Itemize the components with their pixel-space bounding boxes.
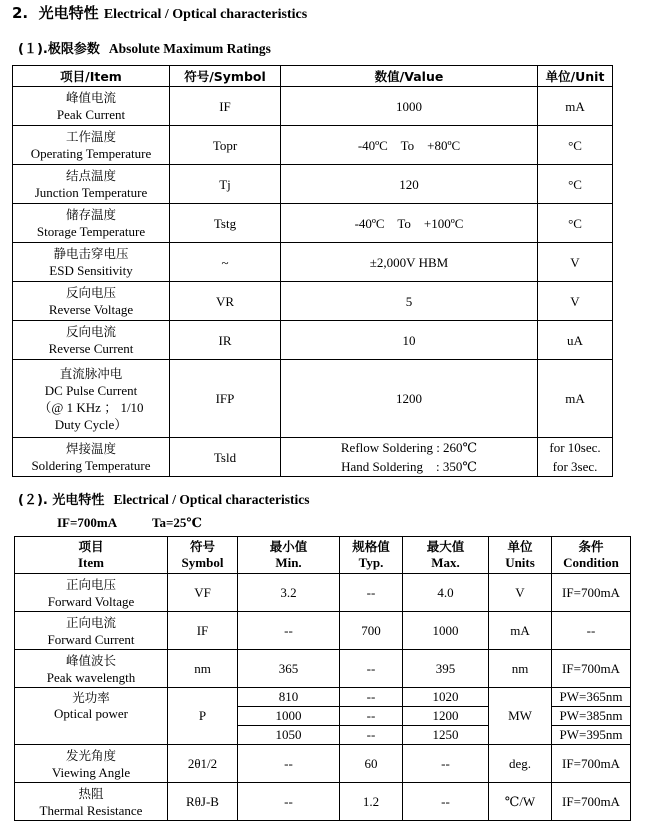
item-zh: 工作温度 bbox=[65, 129, 116, 144]
symbol-cell: Tj bbox=[170, 165, 281, 204]
header-en: Min. bbox=[275, 555, 302, 570]
item-zh: 正向电流 bbox=[65, 614, 116, 630]
header-zh: 最大值 bbox=[426, 539, 465, 554]
header-item bbox=[15, 537, 168, 574]
min-cell: -- bbox=[238, 612, 340, 650]
header-en: Item bbox=[78, 555, 104, 570]
condition-cell: IF=700mA bbox=[552, 745, 631, 783]
item-zh: 热阻 bbox=[78, 785, 104, 801]
item-cell bbox=[13, 87, 170, 126]
item-en: Peak wavelength bbox=[46, 669, 136, 685]
header-symbol: 符号/Symbol bbox=[170, 66, 281, 87]
header-zh: 条件 bbox=[578, 539, 604, 554]
typ-cell: -- bbox=[340, 688, 403, 707]
symbol-cell: ~ bbox=[170, 243, 281, 282]
unit-cell: nm bbox=[489, 650, 552, 688]
max-cell: 1020 bbox=[403, 688, 489, 707]
unit-cell: deg. bbox=[489, 745, 552, 783]
item-cell bbox=[15, 612, 168, 650]
table-row bbox=[15, 612, 631, 650]
item-en: Storage Temperature bbox=[36, 224, 146, 239]
item-zh: 正向电压 bbox=[65, 576, 116, 592]
item-cell bbox=[13, 282, 170, 321]
typ-cell: 700 bbox=[340, 612, 403, 650]
max-cell: 1000 bbox=[403, 612, 489, 650]
unit-cell: °C bbox=[538, 126, 613, 165]
min-cell: -- bbox=[238, 783, 340, 821]
hand-soldering: Hand Soldering : 350℃ bbox=[341, 459, 477, 474]
unit-cell: V bbox=[538, 282, 613, 321]
unit-cell: V bbox=[538, 243, 613, 282]
value-cell: 10 bbox=[281, 321, 538, 360]
header-unit: 单位/Unit bbox=[538, 66, 613, 87]
condition-cell: PW=395nm bbox=[552, 726, 631, 745]
symbol-cell: 2θ1/2 bbox=[168, 745, 238, 783]
header-item: 项目/Item bbox=[13, 66, 170, 87]
test-condition-current: IF=700mA bbox=[57, 515, 118, 530]
unit-cell: MW bbox=[489, 688, 552, 745]
item-cell bbox=[15, 745, 168, 783]
table-row bbox=[13, 87, 613, 126]
symbol-cell: nm bbox=[168, 650, 238, 688]
abs-heading-number: (１). bbox=[18, 42, 48, 57]
symbol-cell: Topr bbox=[170, 126, 281, 165]
symbol-cell: Tstg bbox=[170, 204, 281, 243]
value-cell: -40ºC To +100ºC bbox=[281, 204, 538, 243]
item-zh: 反向电压 bbox=[65, 285, 116, 300]
header-zh: 最小值 bbox=[269, 539, 308, 554]
typ-cell: -- bbox=[340, 650, 403, 688]
max-cell: 4.0 bbox=[403, 574, 489, 612]
table-row bbox=[13, 165, 613, 204]
unit-cell: °C bbox=[538, 165, 613, 204]
item-cell bbox=[15, 650, 168, 688]
table-row bbox=[13, 321, 613, 360]
item-en-note: Duty Cycle） bbox=[54, 416, 128, 432]
item-en: Peak Current bbox=[56, 107, 126, 122]
header-en: Symbol bbox=[181, 555, 224, 570]
optical-heading bbox=[18, 489, 310, 508]
item-en: DC Pulse Current bbox=[44, 382, 138, 398]
typ-cell: 60 bbox=[340, 745, 403, 783]
hand-duration: for 3sec. bbox=[552, 459, 598, 474]
section-number: 2. bbox=[12, 4, 29, 22]
header-en: Condition bbox=[563, 555, 619, 570]
typ-cell: 1.2 bbox=[340, 783, 403, 821]
max-cell: -- bbox=[403, 783, 489, 821]
header-min bbox=[238, 537, 340, 574]
optical-heading-en: Electrical / Optical characteristics bbox=[113, 492, 310, 507]
header-symbol bbox=[168, 537, 238, 574]
reflow-duration: for 10sec. bbox=[549, 440, 601, 455]
header-en: Max. bbox=[431, 555, 460, 570]
item-en: Reverse Current bbox=[48, 341, 134, 356]
max-cell: -- bbox=[403, 745, 489, 783]
symbol-cell: Tsld bbox=[170, 438, 281, 477]
min-cell: 365 bbox=[238, 650, 340, 688]
item-zh: 静电击穿电压 bbox=[53, 246, 129, 261]
header-units bbox=[489, 537, 552, 574]
item-en: Junction Temperature bbox=[34, 185, 148, 200]
table-row bbox=[13, 438, 613, 477]
header-value: 数值/Value bbox=[281, 66, 538, 87]
condition-cell: -- bbox=[552, 612, 631, 650]
max-cell: 1250 bbox=[403, 726, 489, 745]
item-en: Viewing Angle bbox=[51, 764, 131, 780]
item-en: ESD Sensitivity bbox=[49, 263, 133, 278]
value-cell bbox=[281, 438, 538, 477]
item-en: Optical power bbox=[53, 706, 128, 721]
table-row bbox=[13, 360, 613, 438]
symbol-cell: IF bbox=[168, 612, 238, 650]
item-cell bbox=[13, 204, 170, 243]
symbol-cell: VF bbox=[168, 574, 238, 612]
min-cell: -- bbox=[238, 745, 340, 783]
item-cell bbox=[15, 783, 168, 821]
section-title-zh: 光电特性 bbox=[38, 4, 99, 22]
item-cell bbox=[15, 574, 168, 612]
item-zh: 光功率 bbox=[72, 690, 110, 705]
optical-heading-zh: 光电特性 bbox=[52, 493, 105, 508]
condition-cell: IF=700mA bbox=[552, 574, 631, 612]
section-heading bbox=[12, 2, 307, 23]
header-zh: 符号 bbox=[189, 539, 215, 554]
symbol-cell: IFP bbox=[170, 360, 281, 438]
abs-heading-en: Absolute Maximum Ratings bbox=[108, 41, 271, 56]
value-cell: -40ºC To +80ºC bbox=[281, 126, 538, 165]
min-cell: 810 bbox=[238, 688, 340, 707]
item-en: Thermal Resistance bbox=[39, 802, 143, 818]
condition-cell: IF=700mA bbox=[552, 650, 631, 688]
item-en: Reverse Voltage bbox=[48, 302, 134, 317]
item-zh: 结点温度 bbox=[65, 168, 116, 183]
header-condition bbox=[552, 537, 631, 574]
value-cell: 5 bbox=[281, 282, 538, 321]
abs-heading-zh: 极限参数 bbox=[47, 42, 100, 57]
abs-max-heading bbox=[18, 38, 271, 57]
header-en: Typ. bbox=[358, 555, 384, 570]
table-header-row bbox=[15, 537, 631, 574]
typ-cell: -- bbox=[340, 726, 403, 745]
condition-cell: IF=700mA bbox=[552, 783, 631, 821]
unit-cell bbox=[538, 438, 613, 477]
item-en: Forward Voltage bbox=[47, 593, 135, 609]
item-cell bbox=[13, 126, 170, 165]
item-en: Soldering Temperature bbox=[31, 458, 151, 473]
section-title-en: Electrical / Optical characteristics bbox=[103, 7, 308, 22]
value-cell: 1200 bbox=[281, 360, 538, 438]
unit-cell: mA bbox=[538, 87, 613, 126]
header-en: Units bbox=[505, 555, 535, 570]
symbol-cell: IF bbox=[170, 87, 281, 126]
value-cell: 1000 bbox=[281, 87, 538, 126]
item-zh: 反向电流 bbox=[65, 324, 116, 339]
condition-cell: PW=365nm bbox=[552, 688, 631, 707]
table-row bbox=[15, 783, 631, 821]
max-cell: 1200 bbox=[403, 707, 489, 726]
header-max bbox=[403, 537, 489, 574]
item-cell bbox=[13, 360, 170, 438]
header-zh: 单位 bbox=[507, 539, 533, 554]
max-cell: 395 bbox=[403, 650, 489, 688]
typ-cell: -- bbox=[340, 574, 403, 612]
symbol-cell: VR bbox=[170, 282, 281, 321]
item-cell bbox=[13, 165, 170, 204]
item-zh: 焊接温度 bbox=[65, 441, 116, 456]
table-row bbox=[15, 650, 631, 688]
item-cell bbox=[15, 688, 168, 745]
min-cell: 1050 bbox=[238, 726, 340, 745]
typ-cell: -- bbox=[340, 707, 403, 726]
reflow-soldering: Reflow Soldering : 260℃ bbox=[340, 440, 478, 455]
item-zh: 直流脉冲电 bbox=[59, 365, 123, 381]
optical-heading-number: (２). bbox=[18, 493, 48, 508]
item-en: Forward Current bbox=[47, 631, 135, 647]
min-cell: 1000 bbox=[238, 707, 340, 726]
abs-max-table bbox=[12, 65, 613, 477]
table-row bbox=[15, 688, 631, 707]
header-zh: 规格值 bbox=[352, 539, 390, 554]
item-en-note: （@ 1 KHz ； 1/10 bbox=[38, 399, 144, 415]
item-cell bbox=[13, 438, 170, 477]
item-zh: 峰值波长 bbox=[65, 652, 116, 668]
value-cell: ±2,000V HBM bbox=[281, 243, 538, 282]
unit-cell: mA bbox=[538, 360, 613, 438]
header-typ bbox=[340, 537, 403, 574]
table-row bbox=[13, 204, 613, 243]
symbol-cell: IR bbox=[170, 321, 281, 360]
unit-cell: °C bbox=[538, 204, 613, 243]
item-zh: 发光角度 bbox=[65, 747, 116, 763]
header-zh: 项目 bbox=[78, 539, 104, 554]
table-row bbox=[13, 243, 613, 282]
item-en: Operating Temperature bbox=[30, 146, 152, 161]
test-condition-temperature: Ta=25℃ bbox=[152, 515, 202, 530]
value-cell: 120 bbox=[281, 165, 538, 204]
unit-cell: mA bbox=[489, 612, 552, 650]
item-cell bbox=[13, 321, 170, 360]
item-zh: 储存温度 bbox=[65, 207, 116, 222]
table-row bbox=[15, 745, 631, 783]
symbol-cell: RθJ-B bbox=[168, 783, 238, 821]
item-zh: 峰值电流 bbox=[65, 90, 116, 105]
item-cell bbox=[13, 243, 170, 282]
symbol-cell: P bbox=[168, 688, 238, 745]
table-row bbox=[15, 574, 631, 612]
unit-cell: uA bbox=[538, 321, 613, 360]
condition-cell: PW=385nm bbox=[552, 707, 631, 726]
table-header-row bbox=[13, 66, 613, 87]
unit-cell: V bbox=[489, 574, 552, 612]
table-row bbox=[13, 126, 613, 165]
table-row bbox=[13, 282, 613, 321]
optical-table bbox=[14, 536, 631, 821]
unit-cell: ℃/W bbox=[489, 783, 552, 821]
min-cell: 3.2 bbox=[238, 574, 340, 612]
